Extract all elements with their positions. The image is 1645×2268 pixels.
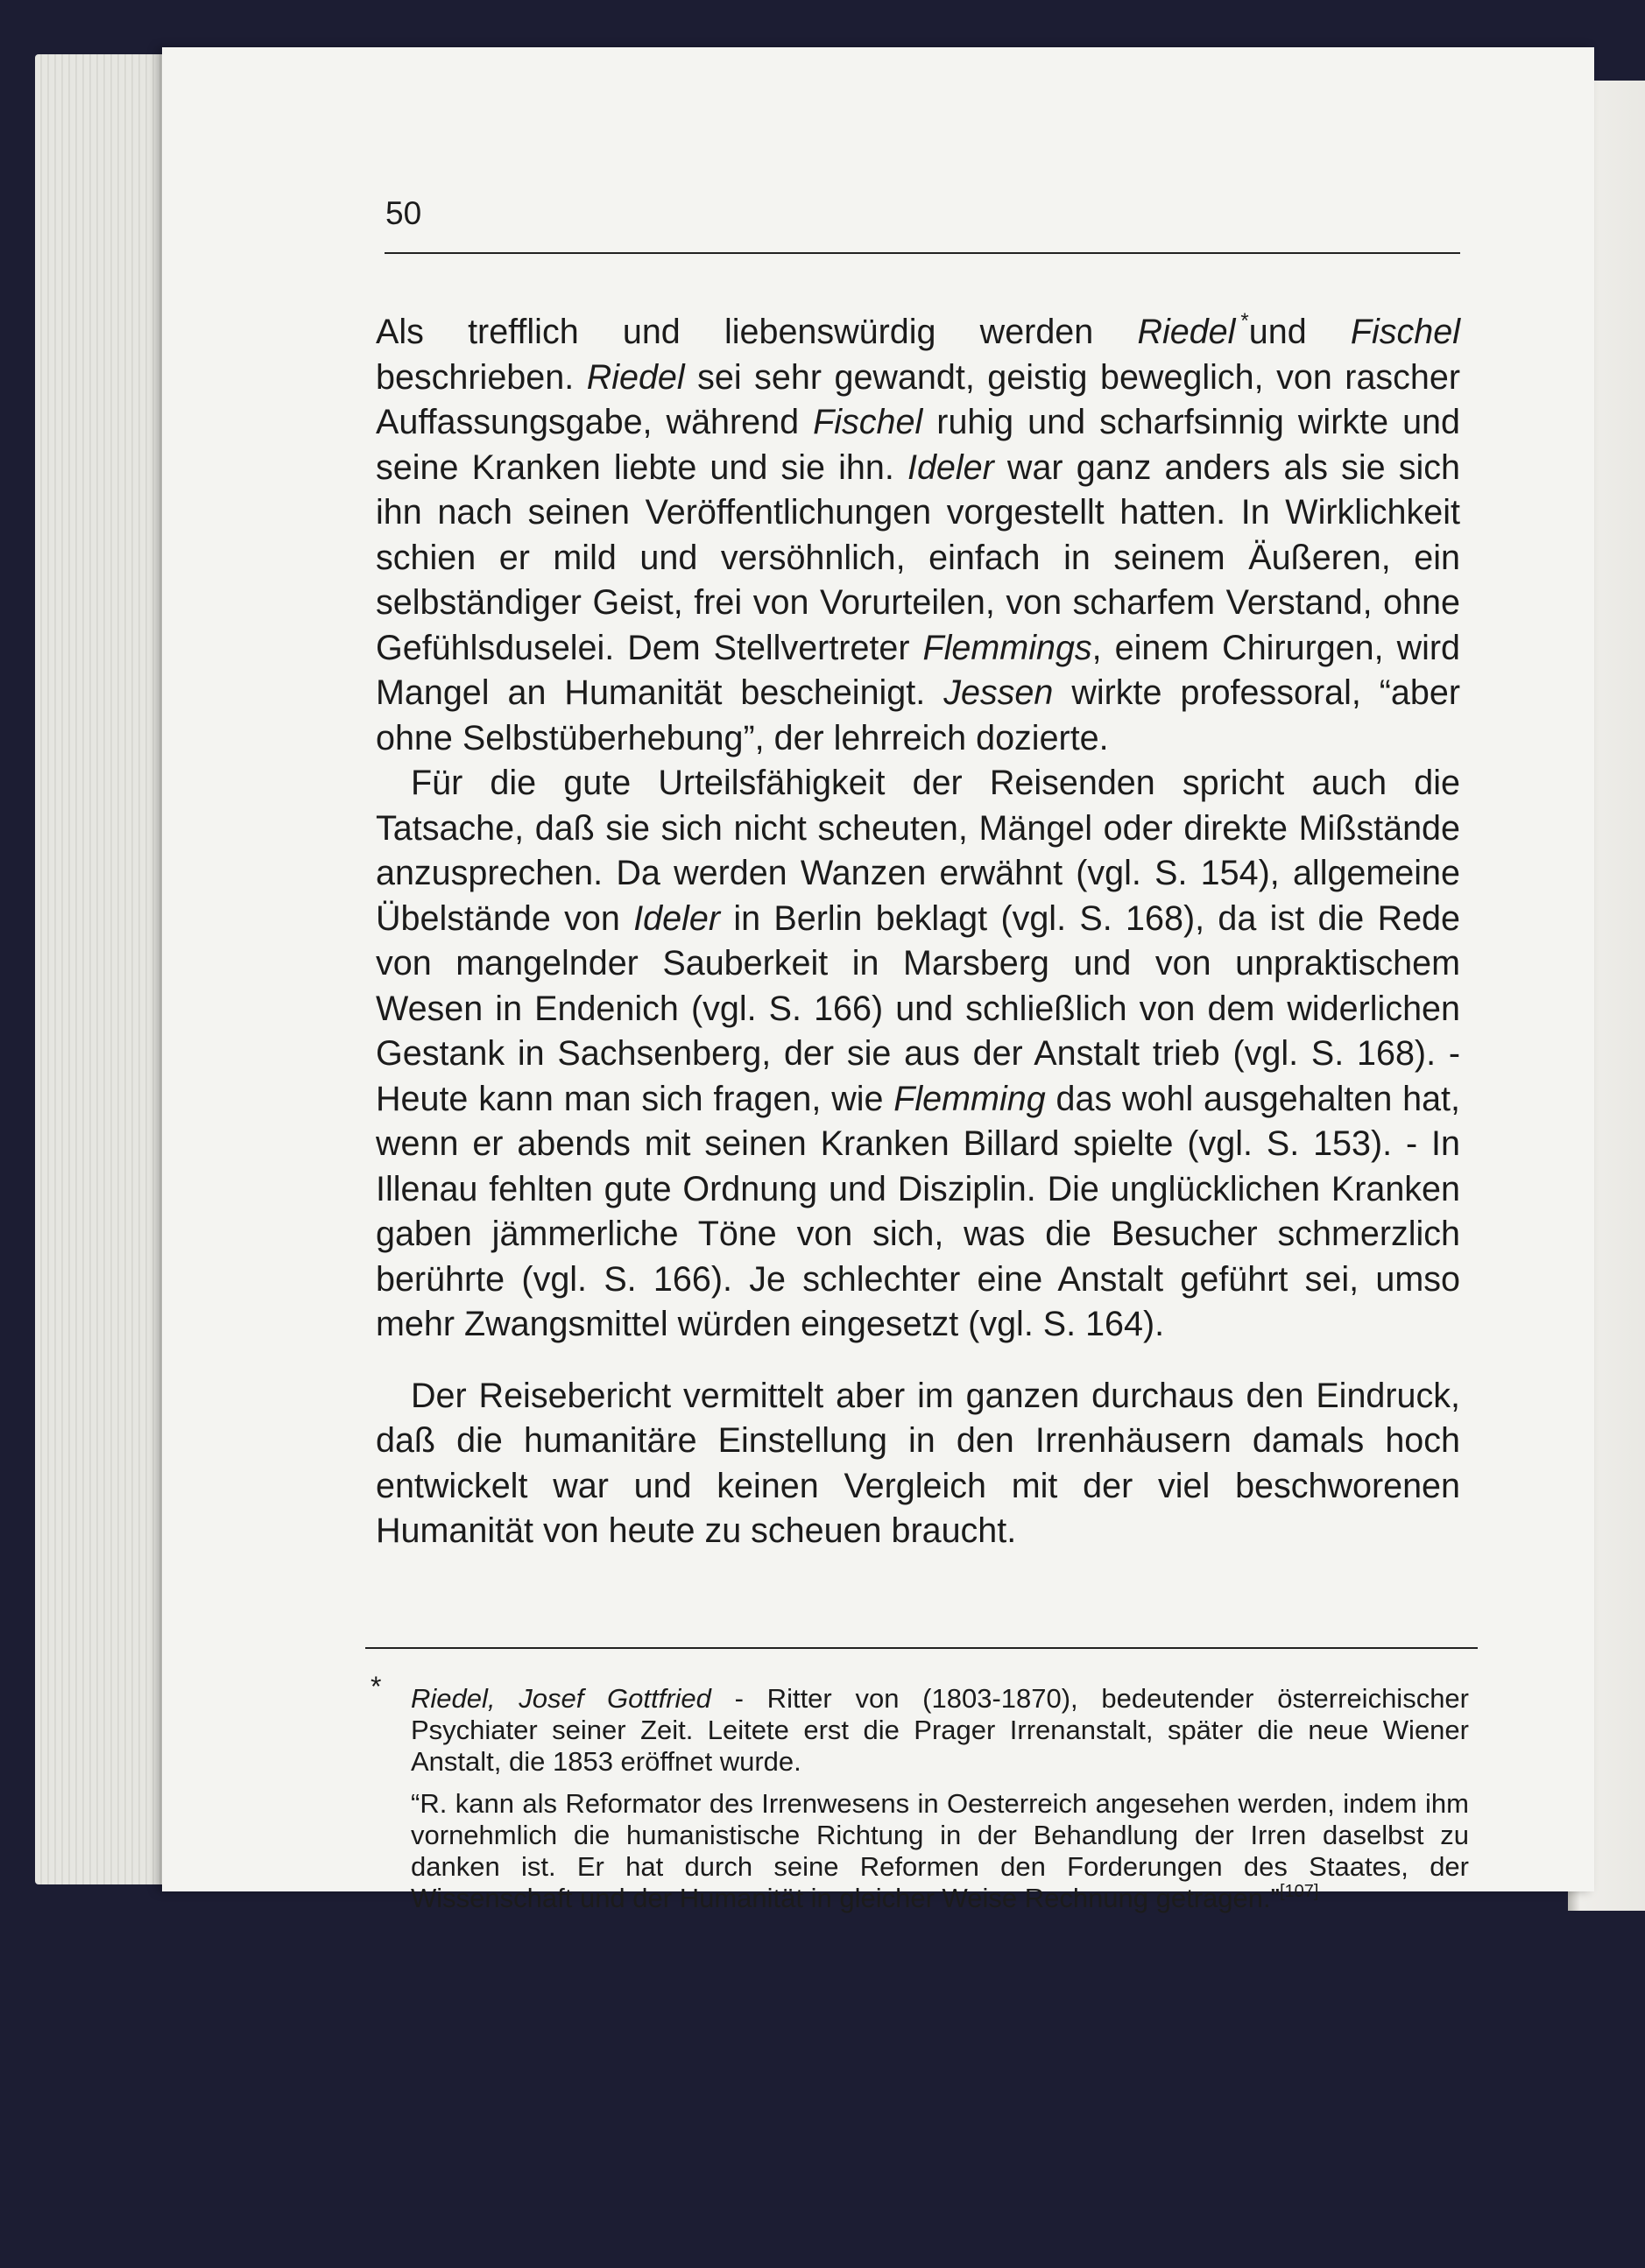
page-number: 50 [385, 195, 422, 231]
footnote-anchor: * [1240, 309, 1249, 333]
text-run: in Berlin beklagt (vgl. S. 168), da ist die Rede von mangelnder Sauberkeit in Marsberg und von unpraktischem Wesen in Endenich (vgl. S. 166) und schließlich von dem widerlichen Gestank in Sachsenberg, der sie aus der Anstalt trieb (vgl. S. 168). - Heute kann man sich fragen, wie [376, 898, 1460, 1118]
footnote-name: Riedel, Josef Gottfried [411, 1683, 711, 1714]
text-run: beschrieben. [376, 357, 587, 397]
header-rule [385, 252, 1460, 254]
text-run: ruhig und scharfsinnig wirkte und seine Kranken liebte und sie ihn. [376, 403, 1460, 487]
footnote-quote-text: “R. kann als Reformator des Irrenwesens in Oesterreich angesehen werden, indem ihm vornehmlich die humanistische Richtung in der Behandlung der Irren daselbst zu danken ist. Er hat durch seine Reformen den Forderungen des Staates, der Wissenschaft und der Humanität in gleicher Weise Rechnung getragen.” [411, 1788, 1469, 1913]
italic-name: Flemming [893, 1079, 1046, 1118]
italic-name: Ideler [633, 898, 720, 938]
body-paragraph [376, 761, 1460, 1348]
body-paragraph [376, 1374, 1460, 1554]
italic-name: Ideler [907, 447, 994, 487]
body-paragraph [376, 310, 1460, 761]
footnote-body [411, 1683, 1469, 1914]
book-page [162, 47, 1594, 1913]
text-run: das wohl ausgehalten hat, wenn er abends mit seinen Kranken Billard spielte (vgl. S. 153). - In Illenau fehlten gute Ordnung und Disziplin. Die unglücklichen Kranken gaben jämmerliche Töne von sich, was die Besucher schmerzlich berührte (vgl. S. 166). Je schlechter eine Anstalt geführt sei, umso mehr Zwangsmittel würden eingesetzt (vgl. S. 164). [376, 1079, 1460, 1343]
italic-name: Flemmings [922, 628, 1092, 667]
italic-name: Jessen [943, 673, 1054, 712]
footnote-reference: [107] [1279, 1882, 1319, 1901]
text-run: und [1248, 313, 1351, 351]
italic-name: Riedel [586, 357, 685, 397]
text-run: , einem Chirurgen, wird Mangel an Humanität bescheinigt. [376, 628, 1460, 712]
footnote-text: - Ritter von (1803-1870), bedeutender österreichischer Psychiater seiner Zeit. Leitete erst die Prager Irrenanstalt, später die neue Wiener Anstalt, die 1853 eröffnet wurde. [411, 1683, 1470, 1777]
body-text [376, 310, 1460, 1554]
footnote-quote [411, 1788, 1469, 1914]
text-run: Für die gute Urteilsfähigkeit der Reisenden spricht auch die Tatsache, daß sie sich nicht scheuten, Mängel oder direkte Mißstände anzusprechen. Da werden Wanzen erwähnt (vgl. S. 154), allgemeine Übelstände von [376, 764, 1460, 938]
text-run: Als trefflich und liebenswürdig werden [376, 313, 1138, 351]
text-run: Der Reisebericht vermittelt aber im ganzen durchaus den Eindruck, daß die humanitäre Einstellung in den Irrenhäusern damals hoch entwickelt war und keinen Vergleich mit der viel beschworenen Humanität von heute zu scheuen braucht. [376, 1376, 1460, 1550]
footnote-rule [365, 1647, 1478, 1649]
text-run: sei sehr gewandt, geistig beweglich, von rascher Auffassungsgabe, während [376, 357, 1461, 441]
text-run: war ganz anders als sie sich ihn nach seinen Veröffentlichungen vorgestellt hatten. In Wirklichkeit schien er mild und versöhnlich, einfach in seinem Äußeren, ein selbständiger Geist, frei von Vorurteilen, von scharfem Verstand, ohne Gefühlsduselei. Dem Stellvertreter [376, 447, 1460, 667]
italic-name: Fischel [813, 403, 923, 441]
footnote-marker: * [371, 1671, 382, 1702]
italic-name: Fischel [1350, 313, 1460, 351]
text-run: wirkte professoral, “aber ohne Selbstüberhebung”, der lehrreich dozierte. [376, 673, 1460, 757]
page-stack-edges [35, 54, 175, 1884]
italic-name: Riedel [1137, 313, 1236, 351]
footnote-entry [411, 1683, 1469, 1778]
footnote [371, 1671, 1470, 1914]
